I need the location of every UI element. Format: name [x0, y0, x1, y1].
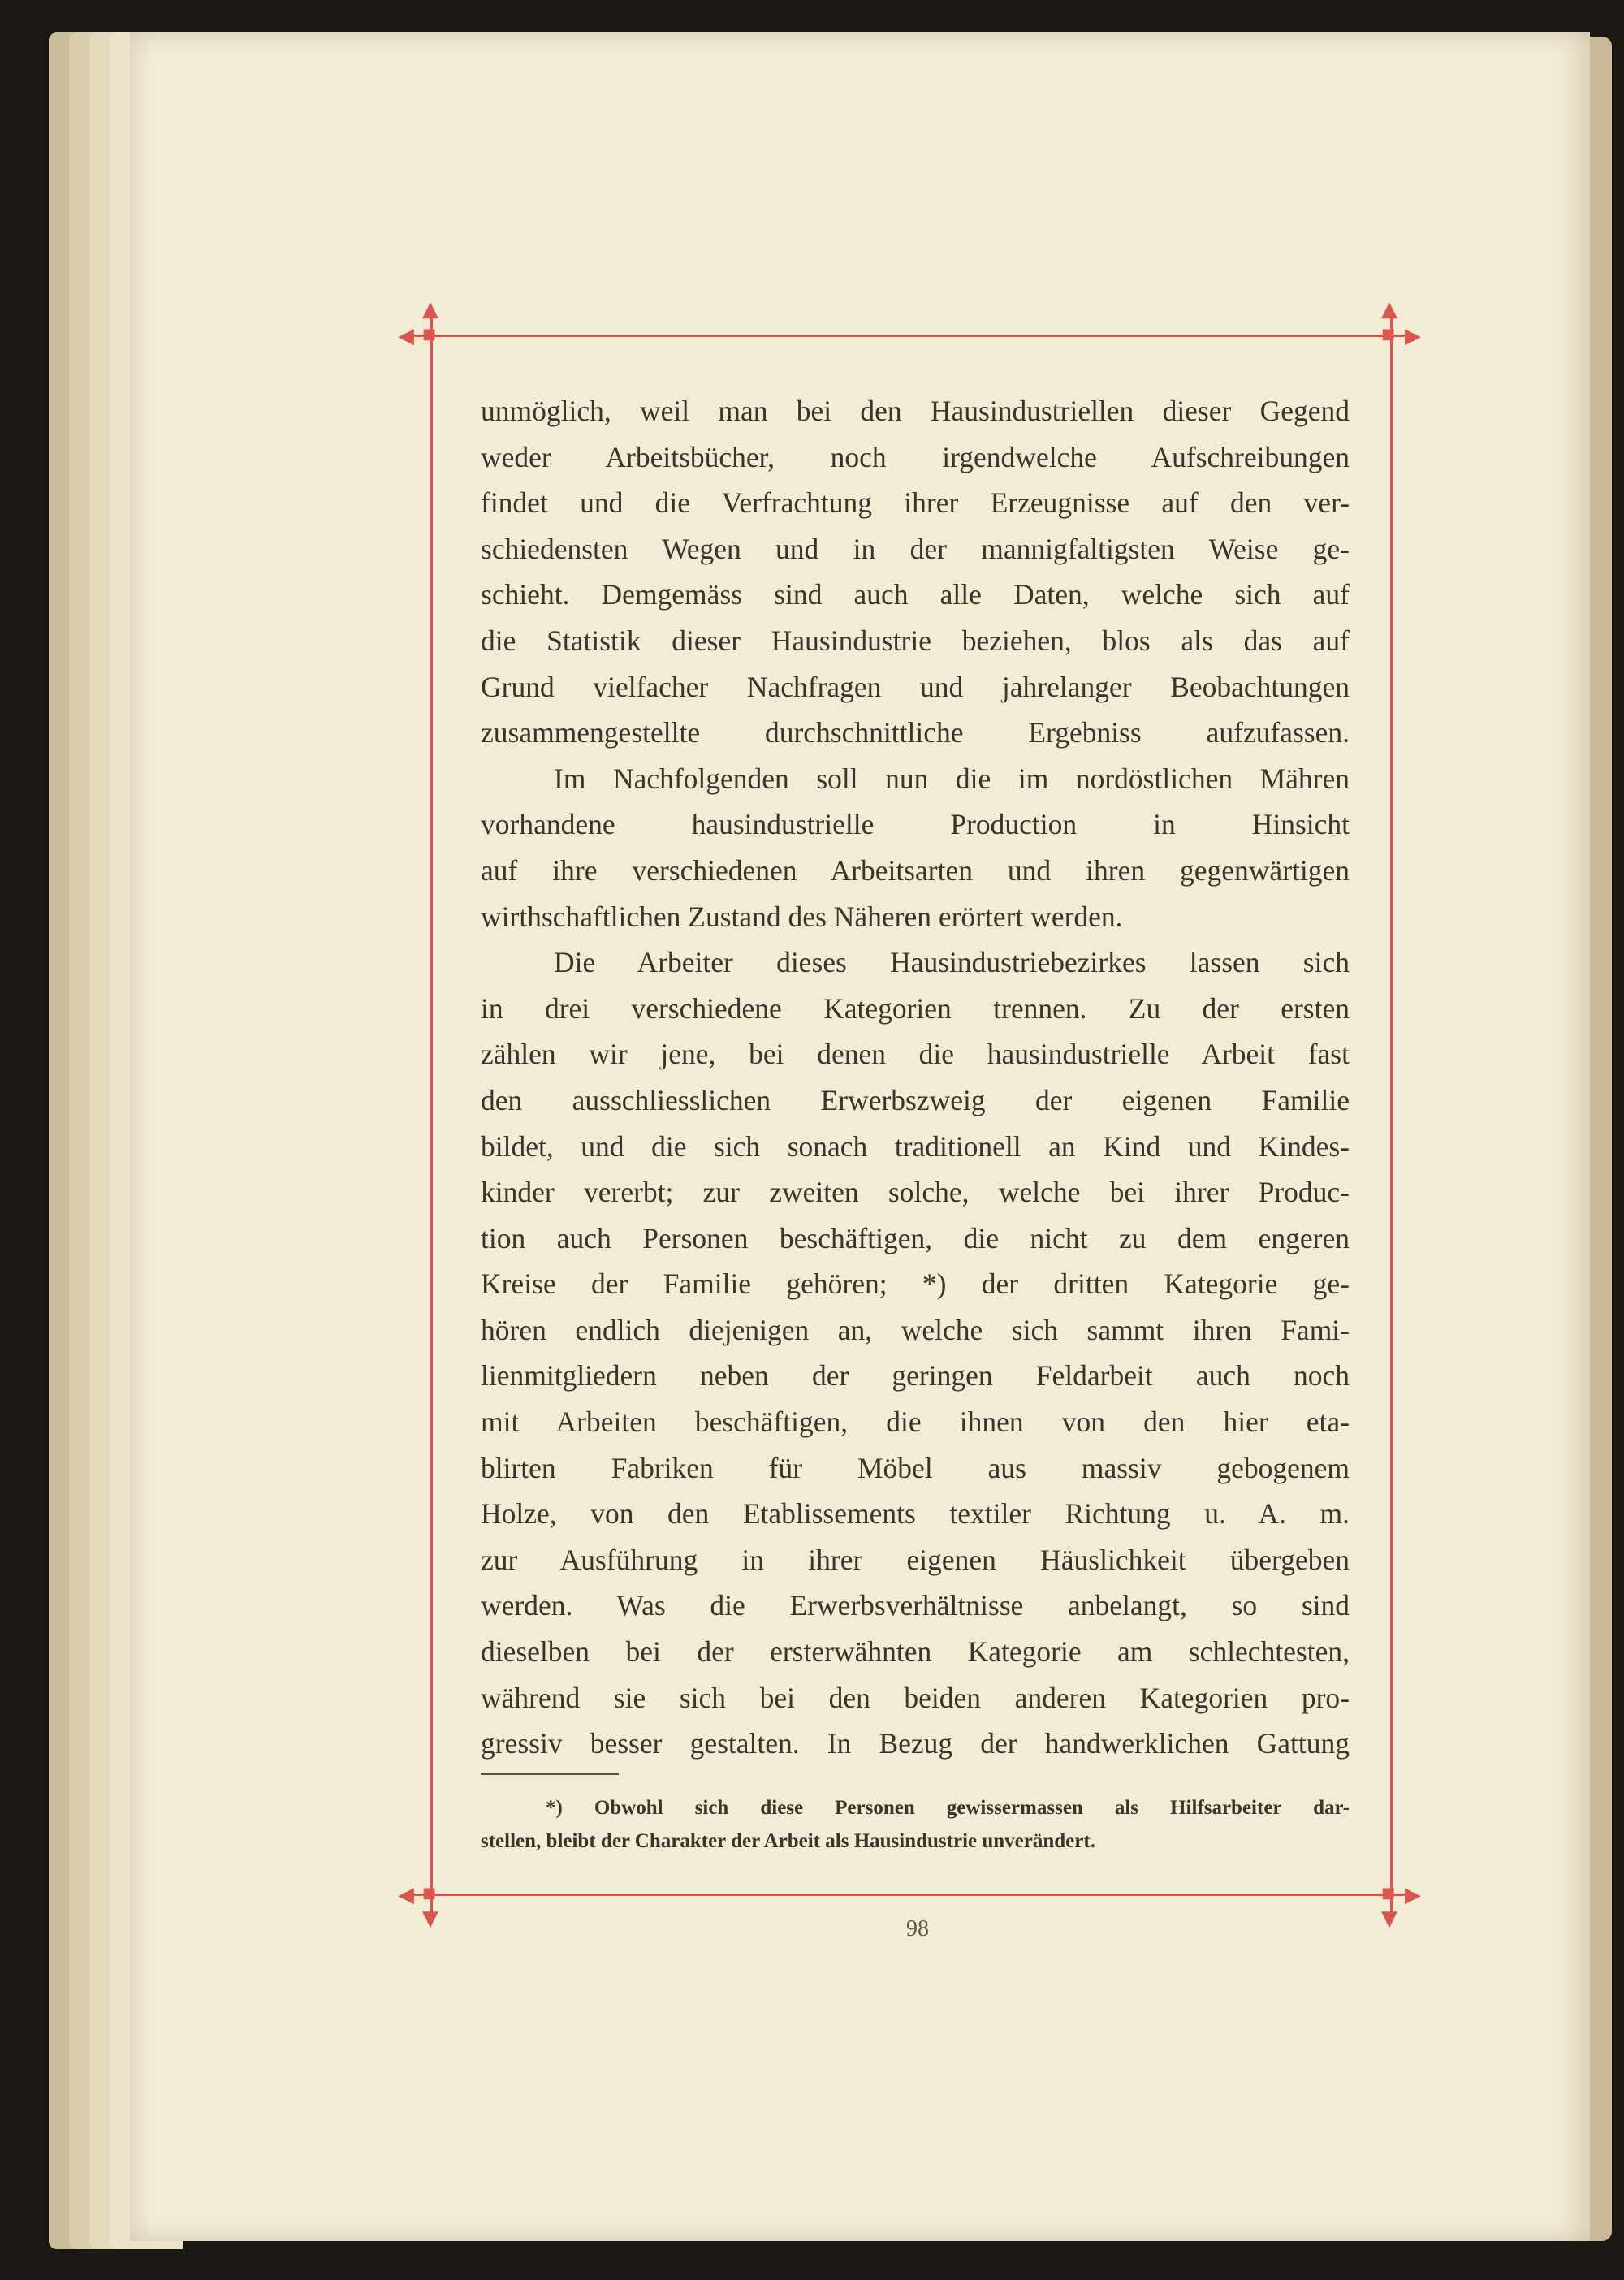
- text-line: tion auch Personen beschäftigen, die nicht zu dem engeren: [481, 1221, 1350, 1254]
- text-line: lienmitgliedern neben der geringen Feldarbeit auch noch: [481, 1359, 1350, 1393]
- text-line: während sie sich bei den beiden anderen Kategorien pro-: [481, 1681, 1350, 1714]
- text-line: zur Ausführung in ihrer eigenen Häuslichkeit übergeben: [481, 1543, 1350, 1576]
- text-line: dieselben bei der ersterwähnten Kategorie am schlechtesten,: [481, 1635, 1350, 1669]
- text-line: zusammengestellte durchschnittliche Ergebniss aufzufassen.: [481, 716, 1350, 749]
- text-line: wirthschaftlichen Zustand des Näheren erörtert werden.: [481, 900, 1123, 933]
- text-line: Grund vielfacher Nachfragen und jahrelanger Beobachtungen: [481, 670, 1350, 703]
- footnote-line: *) Obwohl sich diese Personen gewissermassen als Hilfsarbeiter dar-: [546, 1797, 1350, 1819]
- text-line: Holze, von den Etablissements textiler Richtung u. A. m.: [481, 1497, 1350, 1531]
- text-line: gressiv besser gestalten. In Bezug der handwerklichen Gattung: [481, 1727, 1350, 1760]
- text-line: auf ihre verschiedenen Arbeitsarten und ihren gegenwärtigen: [481, 853, 1350, 887]
- frame-ornament-icon: ▼: [422, 1906, 438, 1931]
- frame-ornament-icon: ◀: [398, 324, 414, 348]
- text-line: vorhandene hausindustrielle Production in Hinsicht: [481, 808, 1350, 841]
- frame-ornament-icon: ▲: [1381, 297, 1397, 322]
- frame-ornament-icon: ■: [422, 326, 437, 343]
- frame-right-line: [1390, 317, 1393, 1920]
- text-line: findet und die Verfrachtung ihrer Erzeugnisse auf den ver-: [481, 486, 1350, 520]
- frame-ornament-icon: ▲: [422, 297, 438, 322]
- footnote: [481, 1791, 1350, 1858]
- text-line: weder Arbeitsbücher, noch irgendwelche Aufschreibungen: [481, 440, 1350, 473]
- frame-ornament-icon: ▶: [1405, 1883, 1421, 1907]
- text-line: unmöglich, weil man bei den Hausindustriellen dieser Gegend: [481, 395, 1350, 427]
- text-line: Im Nachfolgenden soll nun die im nordöstlichen Mähren: [554, 762, 1350, 795]
- frame-top-line: [410, 335, 1405, 337]
- text-line: blirten Fabriken für Möbel aus massiv gebogenem: [481, 1451, 1350, 1484]
- text-line: schieht. Demgemäss sind auch alle Daten, welche sich auf: [481, 578, 1350, 611]
- text-line: in drei verschiedene Kategorien trennen. Zu der ersten: [481, 991, 1350, 1025]
- frame-ornament-icon: ■: [1381, 326, 1396, 343]
- body-text: [481, 388, 1350, 1767]
- text-line: kinder vererbt; zur zweiten solche, welche bei ihrer Produc-: [481, 1176, 1350, 1209]
- frame-ornament-icon: ▶: [1405, 324, 1421, 348]
- frame-ornament-icon: ■: [422, 1885, 437, 1902]
- frame-ornament-icon: ▼: [1381, 1906, 1397, 1931]
- text-line: zählen wir jene, bei denen die hausindustrielle Arbeit fast: [481, 1038, 1350, 1071]
- text-line: hören endlich diejenigen an, welche sich sammt ihren Fami-: [481, 1313, 1350, 1346]
- text-line: Die Arbeiter dieses Hausindustriebezirkes lassen sich: [554, 946, 1350, 979]
- frame-ornament-icon: ■: [1381, 1885, 1396, 1902]
- frame-bottom-line: [410, 1894, 1405, 1896]
- frame-ornament-icon: ◀: [398, 1883, 414, 1907]
- text-line: bildet, und die sich sonach traditionell an Kind und Kindes-: [481, 1129, 1350, 1163]
- text-line: die Statistik dieser Hausindustrie beziehen, blos als das auf: [481, 624, 1350, 657]
- text-line: den ausschliesslichen Erwerbszweig der eigenen Familie: [481, 1083, 1350, 1116]
- text-line: schiedensten Wegen und in der mannigfaltigsten Weise ge-: [481, 532, 1350, 565]
- text-line: Kreise der Familie gehören; *) der dritten Kategorie ge-: [481, 1267, 1350, 1301]
- frame-left-line: [430, 317, 433, 1920]
- text-line: werden. Was die Erwerbsverhältnisse anbelangt, so sind: [481, 1589, 1350, 1622]
- page-number: 98: [906, 1916, 929, 1941]
- footnote-divider: [481, 1773, 619, 1775]
- footnote-line: stellen, bleibt der Charakter der Arbeit als Hausindustrie unverändert.: [481, 1830, 1095, 1852]
- text-line: mit Arbeiten beschäftigen, die ihnen von den hier eta-: [481, 1406, 1350, 1439]
